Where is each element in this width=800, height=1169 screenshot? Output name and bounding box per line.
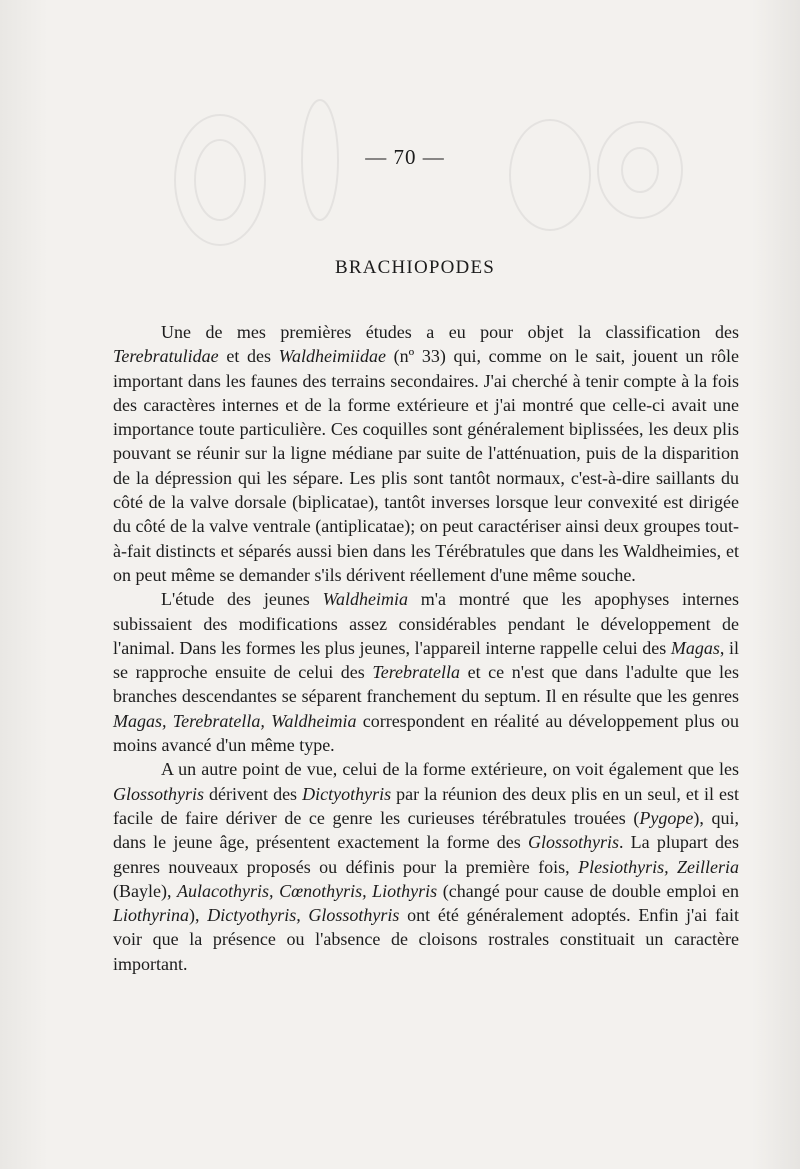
italic-term: Magas xyxy=(670,637,720,658)
italic-term: Liothyrina xyxy=(113,905,190,926)
italic-term: Plesiothyris, Zeilleria xyxy=(578,856,739,877)
italic-term: Dictyothyris xyxy=(302,783,392,804)
paragraph xyxy=(113,587,739,757)
text-run: . La plupart des genres nouveaux proposés ou définis pour la première fois, xyxy=(113,832,739,877)
body-text xyxy=(113,320,739,976)
italic-term: Terebratulidae xyxy=(113,346,219,367)
paragraph xyxy=(113,320,739,587)
text-run: ont été généralement adoptés. Enfin j'ai fait voir que la présence ou l'absence de cloisons rostrales constituait un caractère important. xyxy=(113,905,739,974)
text-run: correspondent en réalité au développement plus ou moins avancé d'un même type. xyxy=(113,710,739,756)
paragraph xyxy=(113,757,739,976)
text-run: ), qui, dans le jeune âge, présentent exactement la forme des xyxy=(113,807,739,853)
italic-term: Dictyothyris, Glossothyris xyxy=(207,905,400,926)
text-run: L'étude des jeunes xyxy=(161,589,323,610)
text-run: (Bayle), xyxy=(113,880,178,901)
text-run: , il se rapproche ensuite de celui des xyxy=(113,637,739,683)
italic-term: Glossothyris xyxy=(113,783,205,804)
italic-term: Pygope xyxy=(639,807,694,828)
show-through-illustration xyxy=(150,80,710,280)
italic-term: Terebratella xyxy=(372,662,461,683)
section-title: BRACHIOPODES xyxy=(334,257,496,278)
text-run: et ce n'est que dans l'adulte que les branches descendantes se séparent franchement du septum. Il en résulte que les genres xyxy=(113,662,739,707)
italic-term: Aulacothyris, Cœnothyris, Liothyris xyxy=(177,880,438,901)
italic-term: Glossothyris xyxy=(527,832,619,853)
text-run: (nº 33) qui, comme on le sait, jouent un rôle important dans les faunes des terrains secondaires. J'ai cherché à tenir compte à la fois des caractères internes et de la forme extérieure et j'ai montré que celle-ci avait une importance toute particulière. Ces coquilles sont généralement biplissées, les deux plis pouvant se réunir sur la ligne médiane par suite de l'atténuation, puis de la disparition de la dépression qui les sépare. Les plis sont tantôt normaux, c'est-à-dire saillants du côté de la valve dorsale (biplicatae), tantôt inverses lorsque leur convexité est dirigée du côté de la valve ventrale (antiplicatae); on peut caractériser ainsi deux groupes tout-à-fait distincts et séparés aussi bien dans les Térébratules que dans les Waldheimies, et on peut même se demander s'ils dérivent réellement d'une même souche. xyxy=(113,346,740,585)
text-run: par la réunion des deux plis en un seul, et il est facile de faire dériver de ce genre les curieuses térébratules trouées ( xyxy=(113,783,740,828)
text-run: dérivent des xyxy=(204,783,303,804)
text-run: m'a montré que les apophyses internes subissaient des modifications assez considérables pendant le développement de l'animal. Dans les formes les plus jeunes, l'appareil interne rappelle celui des xyxy=(113,589,739,658)
italic-term: Magas, Terebratella, Waldheimia xyxy=(113,710,357,731)
text-run: Une de mes premières études a eu pour objet la classification des xyxy=(161,322,739,342)
page-number: — 70 — xyxy=(365,145,445,169)
text-run: ), xyxy=(189,905,208,926)
italic-term: Waldheimiidae xyxy=(278,346,386,367)
text-run: et des xyxy=(218,346,279,367)
text-run: (changé pour cause de double emploi en xyxy=(437,880,740,901)
text-run: A un autre point de vue, celui de la forme extérieure, on voit également que les xyxy=(161,759,739,780)
italic-term: Waldheimia xyxy=(322,589,408,610)
